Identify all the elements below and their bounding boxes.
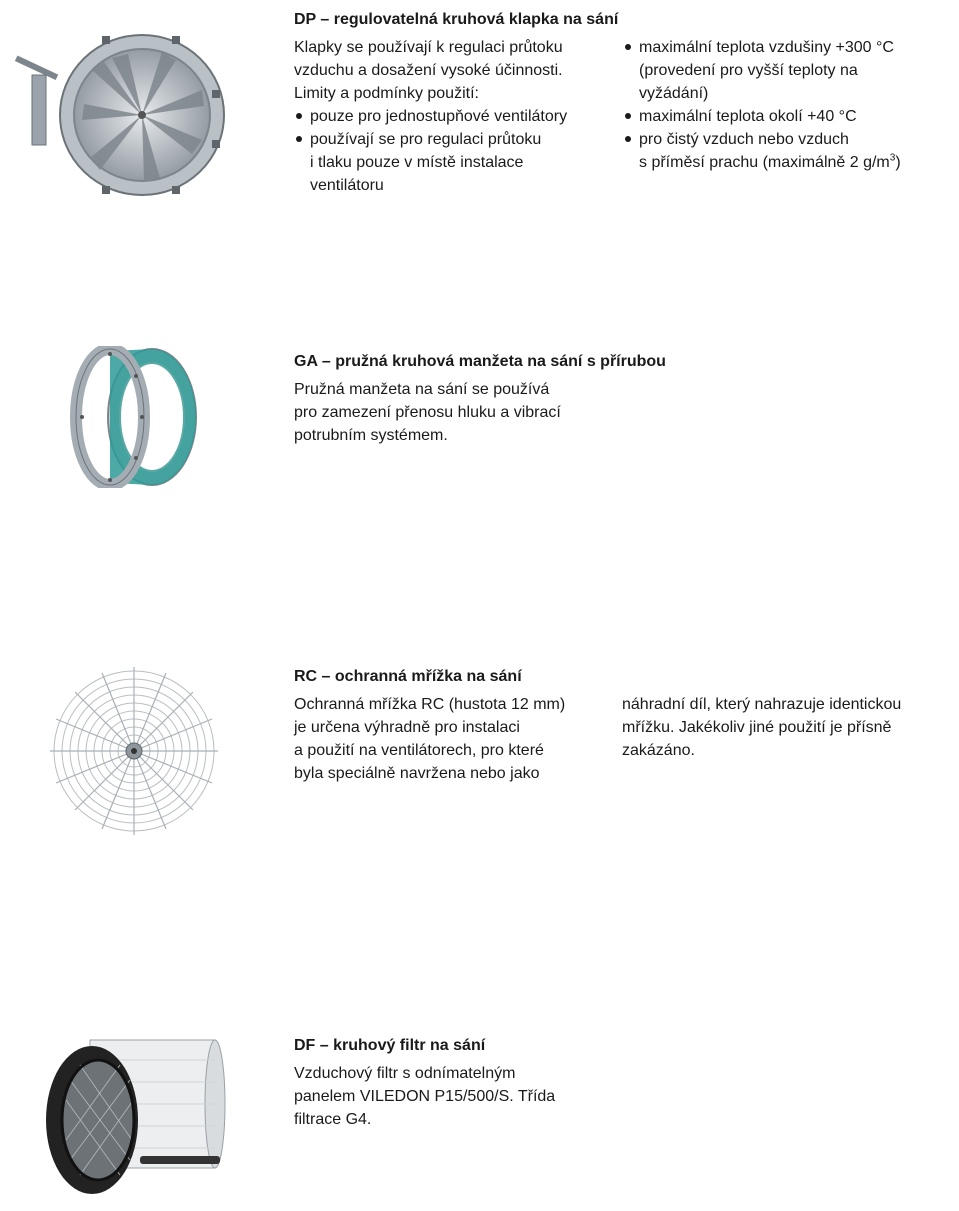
ga-line: pro zamezení přenosu hluku a vibrací — [294, 404, 561, 421]
close-paren: ) — [895, 154, 901, 171]
section-ga — [0, 340, 959, 500]
ga-line: potrubním systémem. — [294, 427, 448, 444]
dp-bullet-text: používají se pro regulaci průtoku — [310, 131, 542, 148]
dp-intro-line: Limity a podmínky použití: — [294, 85, 479, 102]
df-text — [294, 1062, 624, 1131]
dp-intro-line: Klapky se používají k regulaci průtoku — [294, 39, 563, 56]
rc-line: zakázáno. — [622, 742, 695, 759]
dp-bullet — [623, 128, 953, 174]
dp-bullet-text: maximální teplota vzdušiny +300 °C — [639, 39, 894, 56]
dp-bullet-text: ventilátoru — [310, 177, 384, 194]
dp-bullet — [294, 128, 614, 197]
dp-bullet-text: vyžádání) — [639, 85, 709, 102]
dp-bullet-text: maximální teplota okolí +40 °C — [639, 108, 857, 125]
rc-line: náhradní díl, který nahrazuje identickou — [622, 696, 902, 713]
df-line: Vzduchový filtr s odnímatelným — [294, 1065, 516, 1082]
rc-line: je určena výhradně pro instalaci — [294, 719, 520, 736]
dp-bullet-text: s příměsí prachu (maximálně 2 g/m — [639, 154, 890, 171]
dp-bullet-text: (provedení pro vyšší teploty na — [639, 62, 858, 79]
rc-line: Ochranná mřížka RC (hustota 12 mm) — [294, 696, 566, 713]
dp-intro-line: vzduchu a dosažení vysoké účinnosti. — [294, 62, 563, 79]
rc-right-column — [622, 693, 954, 762]
dp-bullet-text: i tlaku pouze v místě instalace — [310, 154, 524, 171]
dp-bullet-text: pouze pro jednostupňové ventilátory — [310, 108, 568, 125]
superscript: 3 — [889, 152, 896, 164]
filter-image — [40, 1030, 230, 1200]
dp-bullet — [294, 105, 614, 128]
section-rc — [0, 655, 959, 845]
ga-line: Pružná manžeta na sání se používá — [294, 381, 550, 398]
ga-title: GA – pružná kruhová manžeta na sání s přírubou — [294, 353, 666, 370]
dp-right-column — [623, 36, 953, 174]
df-line: panelem VILEDON P15/500/S. Třída — [294, 1088, 556, 1105]
rc-line: mřížku. Jakékoliv jiné použití je přísně — [622, 719, 892, 736]
flexible-collar-image — [70, 346, 200, 488]
rc-line: byla speciálně navržena nebo jako — [294, 765, 540, 782]
damper-image — [12, 30, 227, 200]
section-dp — [0, 0, 959, 210]
df-title: DF – kruhový filtr na sání — [294, 1037, 486, 1054]
rc-line: a použití na ventilátorech, pro které — [294, 742, 544, 759]
dp-bullet — [623, 105, 953, 128]
protective-grille-image — [48, 665, 220, 837]
rc-left-column — [294, 693, 614, 785]
dp-title: DP – regulovatelná kruhová klapka na sání — [294, 11, 619, 28]
dp-left-column — [294, 36, 614, 197]
dp-bullet — [623, 36, 953, 105]
ga-text — [294, 378, 624, 447]
dp-bullet-text: pro čistý vzduch nebo vzduch — [639, 131, 849, 148]
rc-title: RC – ochranná mřížka na sání — [294, 668, 522, 685]
section-df — [0, 1025, 959, 1205]
df-line: filtrace G4. — [294, 1111, 372, 1128]
